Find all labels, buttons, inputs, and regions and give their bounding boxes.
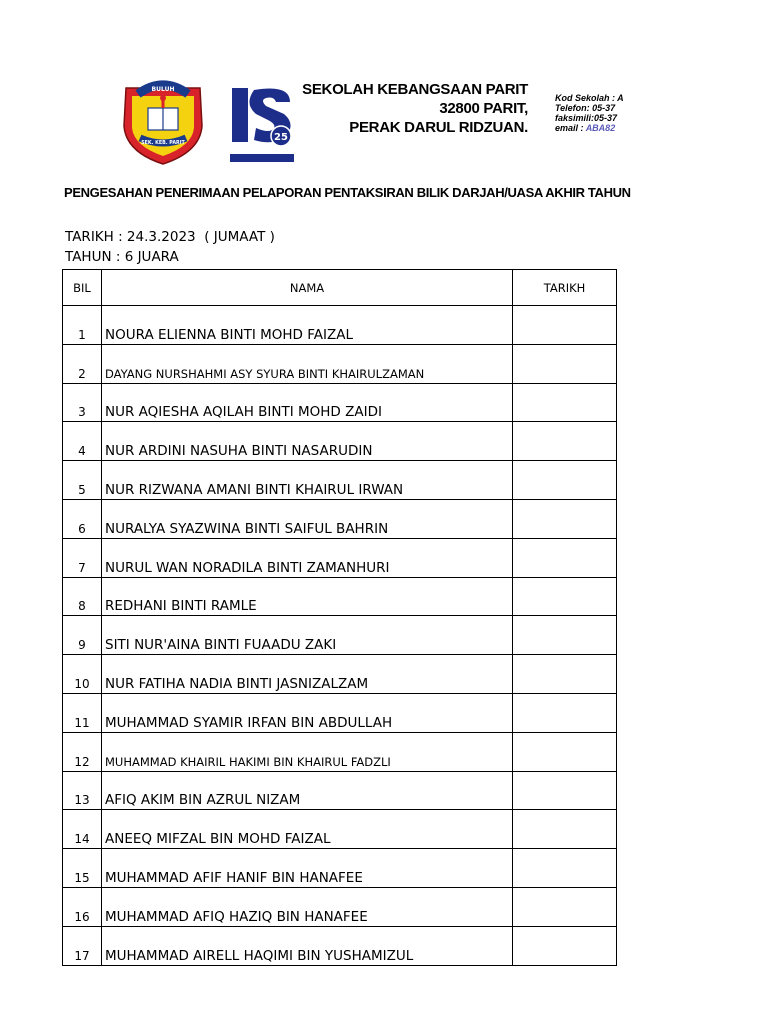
row-number: 9 (63, 616, 102, 655)
table-row (63, 771, 617, 810)
row-number: 13 (63, 771, 102, 810)
date-cell (513, 577, 617, 616)
date-cell (513, 461, 617, 500)
crest-top-label: BULUH (151, 86, 175, 93)
table-row (63, 887, 617, 926)
student-name: NURALYA SYAZWINA BINTI SAIFUL BAHRIN (102, 499, 513, 538)
document-title: PENGESAHAN PENERIMAAN PELAPORAN PENTAKSIRAN BILIK DARJAH/UASA AKHIR TAHUN (64, 185, 631, 200)
table-row (63, 926, 617, 965)
date-cell (513, 849, 617, 888)
school-postcode-town: 32800 PARIT, (439, 100, 528, 117)
row-number: 11 (63, 693, 102, 732)
student-name: MUHAMMAD KHAIRIL HAKIMI BIN KHAIRUL FADZLI (102, 732, 513, 771)
table-row (63, 344, 617, 383)
date-line: TARIKH : 24.3.2023 ( JUMAAT ) (65, 229, 275, 245)
table-row (63, 383, 617, 422)
student-table (62, 269, 617, 966)
crest-bottom-label: SEK. KEB. PARIT (141, 141, 185, 146)
date-cell (513, 693, 617, 732)
date-cell (513, 810, 617, 849)
student-name: MUHAMMAD AFIF HANIF BIN HANAFEE (102, 849, 513, 888)
student-name: NURUL WAN NORADILA BINTI ZAMANHURI (102, 538, 513, 577)
class-line: TAHUN : 6 JUARA (65, 249, 179, 265)
table-row (63, 655, 617, 694)
school-address (300, 80, 528, 137)
date-cell (513, 616, 617, 655)
date-cell (513, 926, 617, 965)
student-name: SITI NUR'AINA BINTI FUAADU ZAKI (102, 616, 513, 655)
programme-logo (226, 80, 298, 166)
school-name: SEKOLAH KEBANGSAAN PARIT (302, 81, 528, 98)
row-number: 12 (63, 732, 102, 771)
row-number: 10 (63, 655, 102, 694)
table-row (63, 693, 617, 732)
student-name: NUR ARDINI NASUHA BINTI NASARUDIN (102, 422, 513, 461)
email-line (555, 123, 616, 133)
table-row (63, 577, 617, 616)
table-header-row (63, 270, 617, 306)
table-row (63, 538, 617, 577)
date-cell (513, 306, 617, 345)
table-row (63, 849, 617, 888)
school-code: Kod Sekolah : A (555, 93, 624, 103)
date-cell (513, 383, 617, 422)
date-cell (513, 499, 617, 538)
row-number: 14 (63, 810, 102, 849)
student-name: DAYANG NURSHAHMI ASY SYURA BINTI KHAIRULZAMAN (102, 344, 513, 383)
date-cell (513, 344, 617, 383)
student-name: REDHANI BINTI RAMLE (102, 577, 513, 616)
table-row (63, 422, 617, 461)
student-name: NUR FATIHA NADIA BINTI JASNIZALZAM (102, 655, 513, 694)
row-number: 7 (63, 538, 102, 577)
email-label: email : (555, 123, 586, 133)
logo-badge-number: 25 (274, 132, 288, 143)
student-name: NOURA ELIENNA BINTI MOHD FAIZAL (102, 306, 513, 345)
email-value: ABA82 (585, 123, 616, 133)
row-number: 17 (63, 926, 102, 965)
row-number: 2 (63, 344, 102, 383)
student-name: NUR RIZWANA AMANI BINTI KHAIRUL IRWAN (102, 461, 513, 500)
student-name: MUHAMMAD AIRELL HAQIMI BIN YUSHAMIZUL (102, 926, 513, 965)
student-name: ANEEQ MIFZAL BIN MOHD FAIZAL (102, 810, 513, 849)
table-row (63, 732, 617, 771)
row-number: 1 (63, 306, 102, 345)
school-crest-logo (118, 78, 208, 166)
header-bil: BIL (63, 270, 102, 306)
row-number: 8 (63, 577, 102, 616)
date-cell (513, 887, 617, 926)
date-cell (513, 422, 617, 461)
row-number: 4 (63, 422, 102, 461)
row-number: 6 (63, 499, 102, 538)
contact-block (555, 93, 624, 133)
date-cell (513, 538, 617, 577)
row-number: 3 (63, 383, 102, 422)
fax: faksimili:05-37 (555, 113, 618, 123)
student-name: AFIQ AKIM BIN AZRUL NIZAM (102, 771, 513, 810)
header-tarikh: TARIKH (513, 270, 617, 306)
row-number: 16 (63, 887, 102, 926)
header-nama: NAMA (102, 270, 513, 306)
table-row (63, 499, 617, 538)
table-row (63, 461, 617, 500)
table-row (63, 810, 617, 849)
school-state: PERAK DARUL RIDZUAN. (349, 119, 528, 136)
row-number: 5 (63, 461, 102, 500)
row-number: 15 (63, 849, 102, 888)
date-cell (513, 655, 617, 694)
table-row (63, 616, 617, 655)
student-name: MUHAMMAD AFIQ HAZIQ BIN HANAFEE (102, 887, 513, 926)
date-cell (513, 771, 617, 810)
student-name: MUHAMMAD SYAMIR IRFAN BIN ABDULLAH (102, 693, 513, 732)
table-row (63, 306, 617, 345)
date-cell (513, 732, 617, 771)
student-name: NUR AQIESHA AQILAH BINTI MOHD ZAIDI (102, 383, 513, 422)
telephone: Telefon: 05-37 (555, 103, 616, 113)
